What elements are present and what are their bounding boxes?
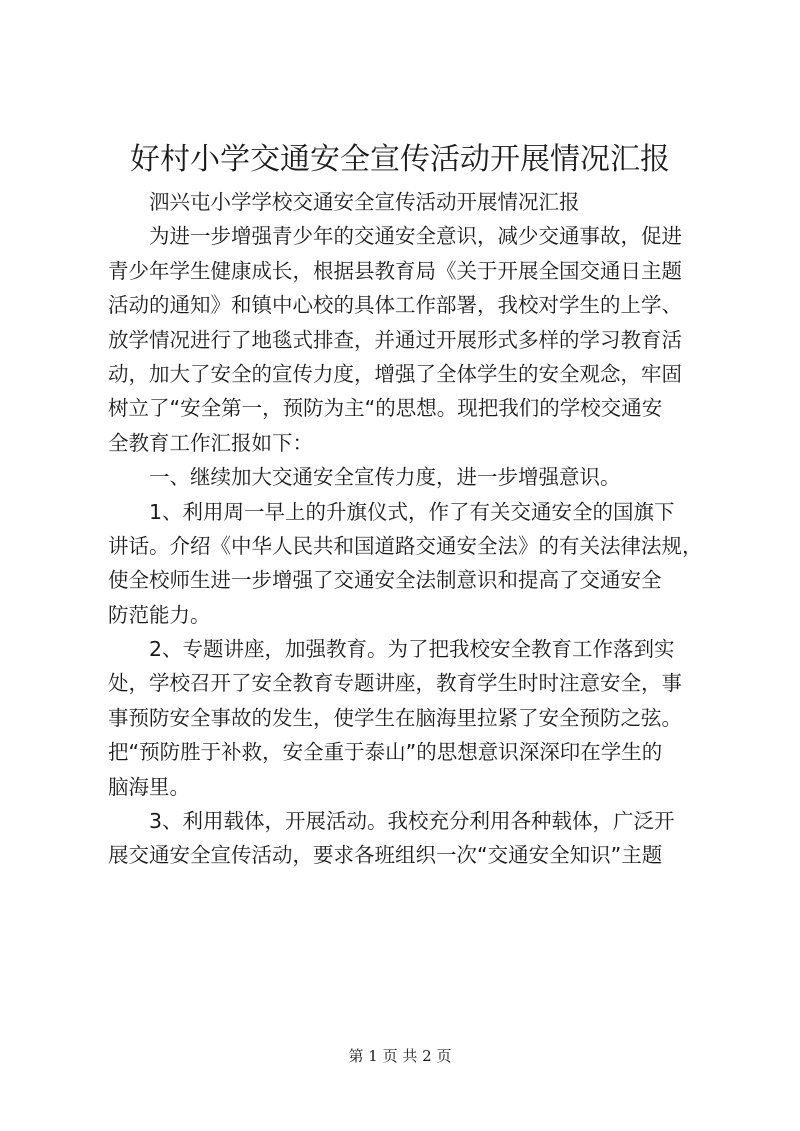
paragraph-line: 事预防安全事故的发生，使学生在脑海里拉紧了安全预防之弦。 (108, 705, 682, 730)
paragraph-line: 防范能力。 (108, 602, 211, 627)
paragraph-line: 处，学校召开了安全教育专题讲座，教育学生时时注意安全，事 (108, 671, 682, 696)
paragraph-line: 树立了“安全第一，预防为主“的思想。现把我们的学校交通安 (108, 396, 663, 421)
paragraph-line: 讲话。介绍《中华人民共和国道路交通安全法》的有关法律法规， (108, 533, 703, 558)
paragraph-line: 全教育工作汇报如下： (108, 430, 313, 455)
document-title: 好村小学交通安全宣传活动开展情况汇报 (130, 142, 670, 177)
subtitle-line: 泗兴屯小学学校交通安全宣传活动开展情况汇报 (149, 190, 580, 214)
paragraph-line: 1、利用周一早上的升旗仪式，作了有关交通安全的国旗下 (149, 499, 675, 524)
page-footer: 第 1 页 共 2 页 (348, 1047, 452, 1065)
paragraph-line: 活动的通知》和镇中心校的具体工作部署，我校对学生的上学、 (108, 293, 682, 318)
paragraph-line: 放学情况进行了地毯式排查，并通过开展形式多样的学习教育活 (108, 327, 682, 352)
section-heading: 一、继续加大交通安全宣传力度，进一步增强意识。 (149, 465, 621, 490)
paragraph-line: 2、专题讲座，加强教育。为了把我校安全教育工作落到实 (149, 637, 675, 662)
paragraph-line: 展交通安全宣传活动，要求各班组织一次“交通安全知识”主题 (108, 843, 663, 868)
paragraph-line: 动，加大了安全的宣传力度，增强了全体学生的安全观念，牢固 (108, 361, 682, 386)
paragraph-line: 为进一步增强青少年的交通安全意识，减少交通事故，促进 (149, 224, 682, 249)
paragraph-line: 把“预防胜于补救，安全重于泰山”的思想意识深深印在学生的 (108, 740, 663, 765)
paragraph-line: 使全校师生进一步增强了交通安全法制意识和提高了交通安全 (108, 568, 662, 593)
paragraph-line: 青少年学生健康成长，根据县教育局《关于开展全国交通日主题 (108, 258, 682, 283)
paragraph-line: 3、利用载体，开展活动。我校充分利用各种载体，广泛开 (149, 809, 675, 834)
paragraph-line: 脑海里。 (108, 774, 190, 799)
document-body (108, 185, 708, 873)
